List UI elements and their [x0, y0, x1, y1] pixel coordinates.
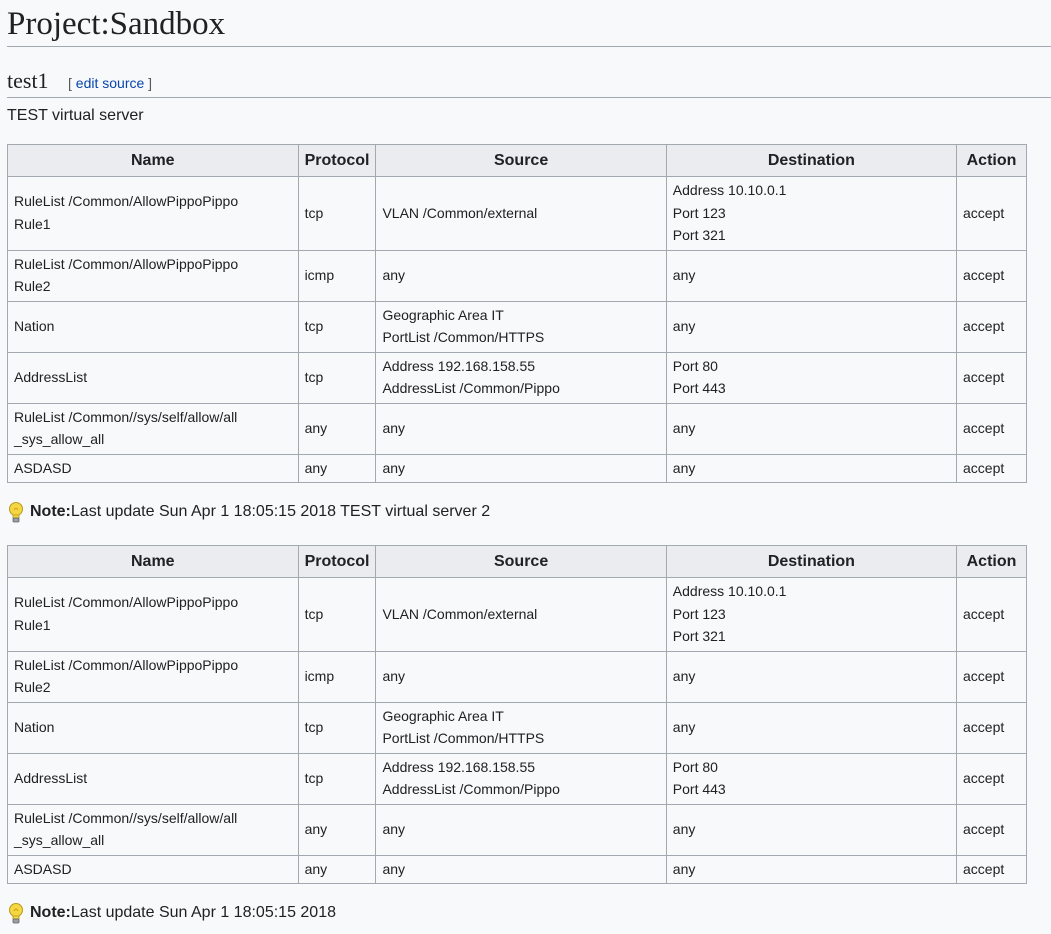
cell-line: AddressList	[14, 368, 88, 385]
cell-source	[376, 578, 666, 652]
section-intro: TEST virtual server	[7, 107, 144, 124]
lightbulb-icon	[7, 501, 25, 525]
cell-line: Rule1	[14, 616, 51, 633]
cell-destination	[666, 301, 956, 352]
cell-line: Rule1	[14, 215, 51, 232]
cell-name	[8, 352, 299, 403]
note-text: Last update Sun Apr 1 18:05:15 2018	[70, 904, 336, 921]
cell-line: Port 123	[672, 605, 726, 622]
table-row	[8, 578, 1027, 652]
cell-line: any	[672, 718, 696, 735]
section-heading	[7, 69, 1051, 98]
table-row	[8, 753, 1027, 804]
column-header-destination: Destination	[666, 546, 956, 578]
table-row	[8, 301, 1027, 352]
cell-action: accept	[957, 651, 1027, 702]
column-header-source: Source	[376, 546, 666, 578]
note-label: Note:	[30, 904, 71, 921]
cell-name	[8, 301, 299, 352]
cell-line: any	[672, 860, 696, 877]
cell-line: any	[672, 266, 696, 283]
cell-line: Rule2	[14, 278, 51, 294]
cell-line: PortList /Common/HTTPS	[382, 730, 545, 746]
cell-protocol: any	[298, 454, 376, 483]
cell-action: accept	[957, 250, 1027, 301]
cell-protocol: icmp	[298, 651, 376, 702]
cell-source	[376, 651, 666, 702]
edit-bracket-close: ]	[148, 75, 153, 91]
edit-source-link[interactable]: edit source	[75, 75, 145, 91]
column-header-protocol: Protocol	[298, 546, 376, 578]
cell-line: any	[382, 667, 406, 684]
cell-line: RuleList /Common/AllowPippoPippo	[14, 594, 239, 611]
cell-protocol: tcp	[298, 578, 376, 652]
cell-protocol: tcp	[298, 177, 376, 251]
column-header-protocol: Protocol	[298, 145, 376, 177]
table-row	[8, 651, 1027, 702]
rules-table	[7, 545, 1027, 884]
edit-section-links	[68, 75, 152, 91]
cell-line: any	[672, 317, 696, 334]
cell-source	[376, 177, 666, 251]
cell-line: Port 321	[672, 628, 726, 644]
cell-name	[8, 804, 299, 855]
cell-protocol: tcp	[298, 301, 376, 352]
table-row	[8, 454, 1027, 483]
table-header-row	[8, 546, 1027, 578]
cell-destination	[666, 855, 956, 884]
cell-line: Port 123	[672, 204, 726, 221]
cell-source	[376, 352, 666, 403]
section-title: test1	[7, 68, 49, 93]
cell-source	[376, 753, 666, 804]
column-header-name: Name	[8, 145, 299, 177]
cell-protocol: tcp	[298, 753, 376, 804]
cell-line: _sys_allow_all	[14, 832, 105, 848]
cell-destination	[666, 352, 956, 403]
column-header-action: Action	[957, 546, 1027, 578]
cell-protocol: tcp	[298, 352, 376, 403]
cell-name	[8, 177, 299, 251]
cell-source	[376, 250, 666, 301]
cell-protocol: any	[298, 804, 376, 855]
cell-line: Nation	[14, 317, 55, 334]
cell-action: accept	[957, 301, 1027, 352]
cell-line: any	[672, 667, 696, 684]
cell-line: Rule2	[14, 679, 51, 695]
cell-destination	[666, 177, 956, 251]
cell-line: RuleList /Common/AllowPippoPippo	[14, 656, 239, 673]
cell-line: any	[672, 820, 696, 837]
table-row	[8, 177, 1027, 251]
cell-line: RuleList /Common/AllowPippoPippo	[14, 255, 239, 272]
cell-destination	[666, 250, 956, 301]
cell-name	[8, 855, 299, 884]
table-row	[8, 403, 1027, 454]
cell-line: Geographic Area IT	[382, 707, 504, 724]
note-text: Last update Sun Apr 1 18:05:15 2018 TEST virtual server 2	[70, 503, 491, 520]
cell-name	[8, 578, 299, 652]
cell-line: ASDASD	[14, 860, 72, 877]
note	[7, 500, 1051, 524]
column-header-destination: Destination	[666, 145, 956, 177]
cell-action: accept	[957, 578, 1027, 652]
column-header-action: Action	[957, 145, 1027, 177]
cell-line: Port 80	[672, 357, 718, 374]
cell-line: any	[672, 459, 696, 476]
cell-destination	[666, 403, 956, 454]
cell-line: PortList /Common/HTTPS	[382, 329, 545, 345]
cell-line: Port 80	[672, 758, 718, 775]
cell-name	[8, 753, 299, 804]
cell-line: any	[382, 419, 406, 436]
cell-destination	[666, 578, 956, 652]
cell-action: accept	[957, 702, 1027, 753]
cell-line: Port 443	[672, 781, 726, 797]
table-row	[8, 250, 1027, 301]
table-row	[8, 855, 1027, 884]
note-label: Note:	[30, 503, 71, 520]
cell-protocol: tcp	[298, 702, 376, 753]
table-row	[8, 352, 1027, 403]
cell-line: RuleList /Common//sys/self/allow/all	[14, 809, 238, 826]
cell-action: accept	[957, 855, 1027, 884]
cell-name	[8, 250, 299, 301]
cell-name	[8, 702, 299, 753]
cell-action: accept	[957, 804, 1027, 855]
cell-name	[8, 454, 299, 483]
cell-source	[376, 454, 666, 483]
page-content	[7, 0, 1051, 925]
cell-line: any	[382, 266, 406, 283]
cell-line: Port 443	[672, 380, 726, 396]
column-header-name: Name	[8, 546, 299, 578]
cell-source	[376, 702, 666, 753]
cell-line: _sys_allow_all	[14, 431, 105, 447]
note	[7, 901, 1051, 925]
cell-protocol: any	[298, 403, 376, 454]
cell-line: Address 192.168.158.55	[382, 357, 536, 374]
cell-destination	[666, 702, 956, 753]
cell-line: RuleList /Common//sys/self/allow/all	[14, 408, 238, 425]
cell-action: accept	[957, 352, 1027, 403]
cell-protocol: icmp	[298, 250, 376, 301]
cell-action: accept	[957, 403, 1027, 454]
cell-destination	[666, 454, 956, 483]
cell-line: any	[382, 459, 406, 476]
cell-line: AddressList /Common/Pippo	[382, 781, 560, 797]
cell-line: any	[672, 419, 696, 436]
cell-line: Address 192.168.158.55	[382, 758, 536, 775]
cell-line: ASDASD	[14, 459, 72, 476]
cell-action: accept	[957, 753, 1027, 804]
cell-source	[376, 804, 666, 855]
page-title: Project:Sandbox	[7, 0, 1051, 47]
cell-line: VLAN /Common/external	[382, 204, 538, 221]
cell-action: accept	[957, 177, 1027, 251]
rules-table	[7, 144, 1027, 483]
table-row	[8, 702, 1027, 753]
cell-line: Address 10.10.0.1	[672, 583, 787, 599]
edit-bracket-open: [	[68, 75, 72, 91]
cell-line: Port 321	[672, 227, 726, 243]
cell-source	[376, 301, 666, 352]
cell-line: any	[382, 860, 406, 877]
cell-destination	[666, 753, 956, 804]
cell-destination	[666, 651, 956, 702]
cell-line: any	[382, 820, 406, 837]
cell-source	[376, 855, 666, 884]
cell-protocol: any	[298, 855, 376, 884]
cell-destination	[666, 804, 956, 855]
cell-line: Geographic Area IT	[382, 306, 504, 323]
cell-line: Address 10.10.0.1	[672, 182, 787, 198]
cell-line: RuleList /Common/AllowPippoPippo	[14, 193, 239, 210]
cell-line: AddressList	[14, 769, 88, 786]
cell-name	[8, 651, 299, 702]
table-header-row	[8, 145, 1027, 177]
cell-line: Nation	[14, 718, 55, 735]
cell-source	[376, 403, 666, 454]
table-row	[8, 804, 1027, 855]
lightbulb-icon	[7, 902, 25, 926]
column-header-source: Source	[376, 145, 666, 177]
cell-name	[8, 403, 299, 454]
cell-line: AddressList /Common/Pippo	[382, 380, 560, 396]
cell-line: VLAN /Common/external	[382, 605, 538, 622]
cell-action: accept	[957, 454, 1027, 483]
